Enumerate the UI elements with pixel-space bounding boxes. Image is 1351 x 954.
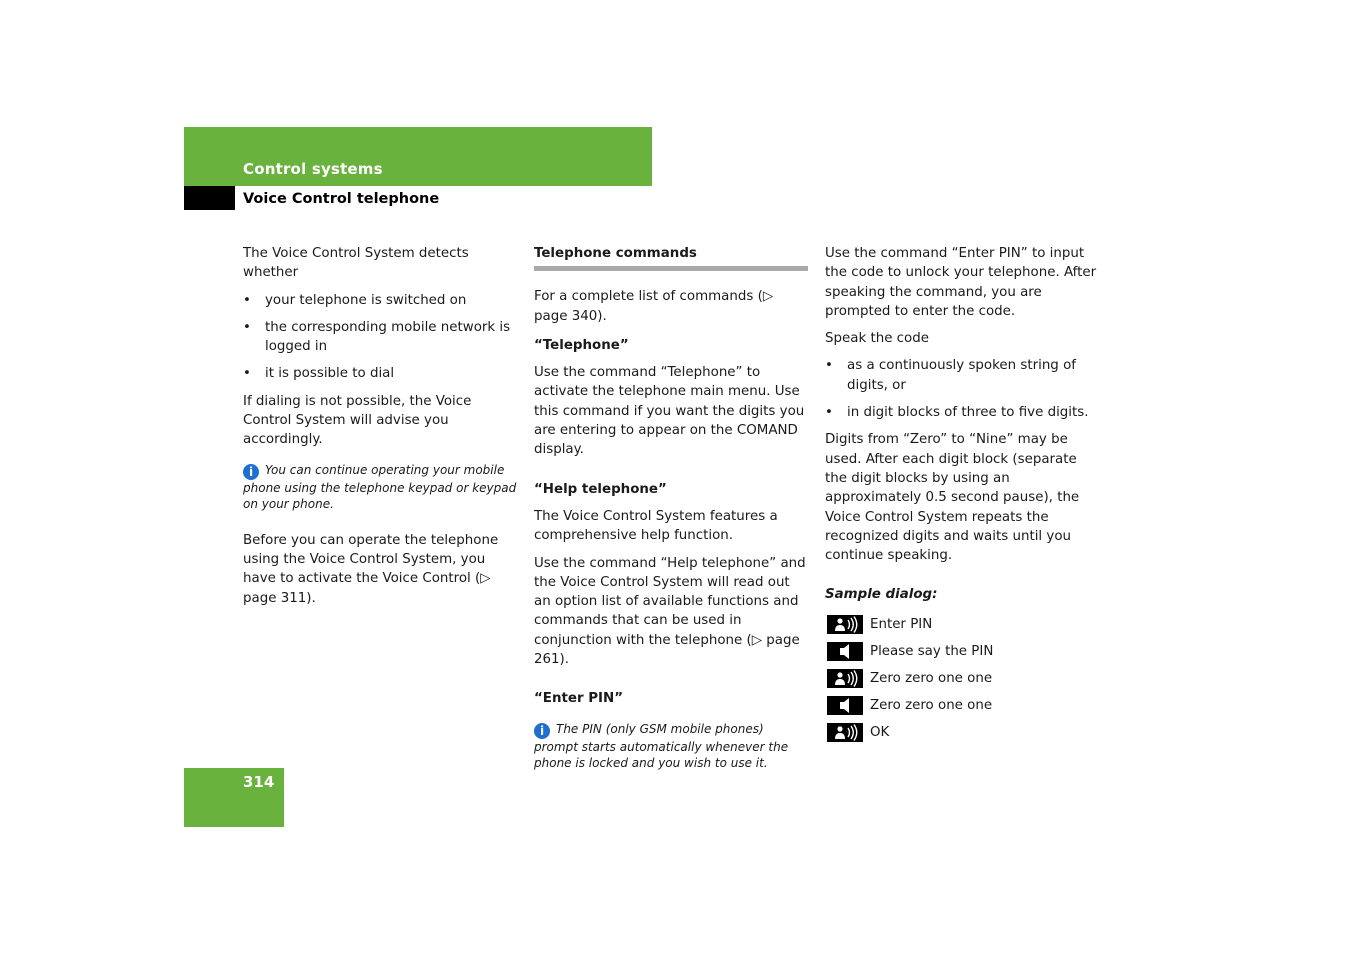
paragraph: Use the command “Help telephone” and the Voice Control System will read out an option list of available functions and commands that can be used in conjunction with the telephone (▷ page 261).: [534, 555, 806, 668]
speak-list: [825, 356, 1100, 422]
dialog-text: Enter PIN: [870, 616, 933, 632]
paragraph: The Voice Control System features a comprehensive help function.: [534, 508, 778, 544]
paragraph: Speak the code: [825, 331, 929, 347]
info-note: [243, 462, 521, 513]
subheading: “Telephone”: [534, 337, 629, 353]
section-marker: [184, 186, 235, 210]
column-right: [825, 244, 1100, 746]
sample-dialog: [825, 611, 1100, 746]
section-heading: Telephone commands: [534, 244, 808, 271]
info-icon: i: [243, 464, 259, 480]
note-text: The PIN (only GSM mobile phones) prompt starts automatically whenever the phone is locked and you wish to use it.: [534, 721, 789, 771]
paragraph: Use the command “Enter PIN” to input the code to unlock your telephone. After speaking the command, you are prompted to enter the code.: [825, 246, 1097, 319]
paragraph: If dialing is not possible, the Voice Control System will advise you accordingly.: [243, 393, 472, 448]
column-left: [243, 244, 521, 616]
dialog-line: [825, 638, 1100, 665]
detection-list: [243, 291, 521, 384]
dialog-text: OK: [870, 724, 890, 740]
paragraph: For a complete list of commands (▷ page 340).: [534, 289, 774, 324]
paragraph: Digits from “Zero” to “Nine” may be used. After each digit block (separate the digit blocks by using an approximately 0.5 second pause), the Voice Control System repeats the recognized digits and waits until you continue speaking.: [825, 432, 1080, 564]
info-note: [534, 721, 808, 772]
list-item: • as a continuously spoken string of digits, or: [825, 356, 1100, 395]
subheading: “Help telephone”: [534, 481, 667, 497]
list-item: • your telephone is switched on: [243, 291, 521, 310]
paragraph: Before you can operate the telephone using the Voice Control System, you have to activate the Voice Control (▷ page 311).: [243, 532, 499, 606]
paragraph: Use the command “Telephone” to activate the telephone main menu. Use this command if you want the digits you are entering to appear on the COMAND display.: [534, 365, 805, 458]
sample-dialog-label: Sample dialog:: [825, 587, 938, 603]
subheading: “Enter PIN”: [534, 691, 624, 707]
system-speaker-icon: [827, 642, 863, 661]
list-item: • in digit blocks of three to five digits.: [825, 403, 1100, 422]
dialog-line: [825, 692, 1100, 719]
intro-text: The Voice Control System detects whether: [243, 246, 469, 281]
dialog-text: Zero zero one one: [870, 670, 993, 686]
list-item: • the corresponding mobile network is logged in: [243, 318, 521, 357]
system-speaker-icon: [827, 696, 863, 715]
dialog-text: Please say the PIN: [870, 643, 994, 659]
list-item: • it is possible to dial: [243, 364, 521, 383]
column-middle: [534, 244, 808, 790]
dialog-text: Zero zero one one: [870, 697, 993, 713]
user-speaking-icon: [827, 723, 863, 742]
section-title: Control systems: [243, 160, 383, 178]
dialog-line: [825, 611, 1100, 638]
page-number: 314: [243, 773, 275, 791]
user-speaking-icon: [827, 669, 863, 688]
user-speaking-icon: [827, 615, 863, 634]
dialog-line: [825, 665, 1100, 692]
info-icon: i: [534, 723, 550, 739]
note-text: You can continue operating your mobile phone using the telephone keypad or keypad on your phone.: [243, 462, 517, 512]
dialog-line: [825, 719, 1100, 746]
subsection-title: Voice Control telephone: [243, 191, 440, 207]
